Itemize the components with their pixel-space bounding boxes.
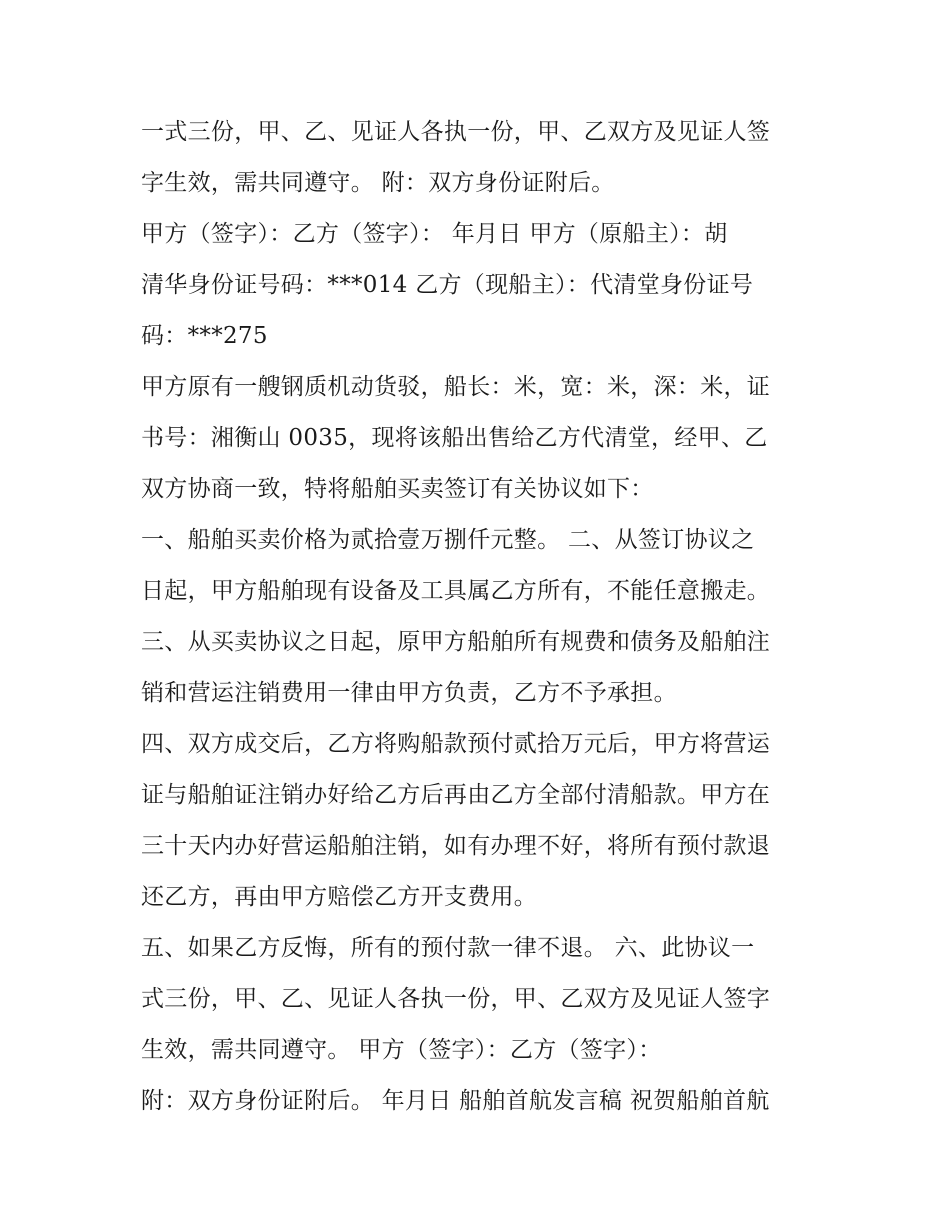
document-line: 码：***275 [141, 323, 268, 349]
document-line: 四、双方成交后，乙方将购船款预付贰拾万元后，甲方将营运 [141, 731, 771, 757]
document-line: 还乙方，再由甲方赔偿乙方开支费用。 [141, 884, 538, 910]
document-line: 五、如果乙方反悔，所有的预付款一律不退。 六、此协议一 [141, 935, 755, 961]
document-line: 一式三份，甲、乙、见证人各执一份，甲、乙双方及见证人签 [141, 119, 771, 145]
document-line: 三十天内办好营运船舶注销，如有办理不好，将所有预付款退 [141, 833, 771, 859]
document-line: 一、船舶买卖价格为贰拾壹万捌仟元整。 二、从签订协议之 [141, 527, 755, 553]
document-line: 附：双方身份证附后。 年月日 船舶首航发言稿 祝贺船舶首航 [141, 1088, 770, 1114]
document-line: 甲方（签字）：乙方（签字）： 年月日 甲方（原船主）：胡 [141, 221, 728, 247]
document-body [141, 107, 816, 1127]
document-line: 生效，需共同遵守。 甲方（签字）：乙方（签字）： [141, 1037, 662, 1063]
document-line: 甲方原有一艘钢质机动货驳，船长：米，宽：米，深：米，证 [141, 374, 771, 400]
document-line: 证与船舶证注销办好给乙方后再由乙方全部付清船款。甲方在 [141, 782, 771, 808]
document-line: 书号：湘衡山 0035，现将该船出售给乙方代清堂，经甲、乙 [141, 425, 768, 451]
document-line: 日起，甲方船舶现有设备及工具属乙方所有，不能任意搬走。 [141, 578, 771, 604]
document-line: 三、从买卖协议之日起，原甲方船舶所有规费和债务及船舶注 [141, 629, 771, 655]
document-line: 式三份，甲、乙、见证人各执一份，甲、乙双方及见证人签字 [141, 986, 771, 1012]
document-line: 双方协商一致，特将船舶买卖签订有关协议如下： [141, 476, 654, 502]
document-line: 销和营运注销费用一律由甲方负责，乙方不予承担。 [141, 680, 677, 706]
document-line: 字生效，需共同遵守。 附：双方身份证附后。 [141, 170, 615, 196]
document-line: 清华身份证号码：***014 乙方（现船主）：代清堂身份证号 [141, 272, 754, 298]
